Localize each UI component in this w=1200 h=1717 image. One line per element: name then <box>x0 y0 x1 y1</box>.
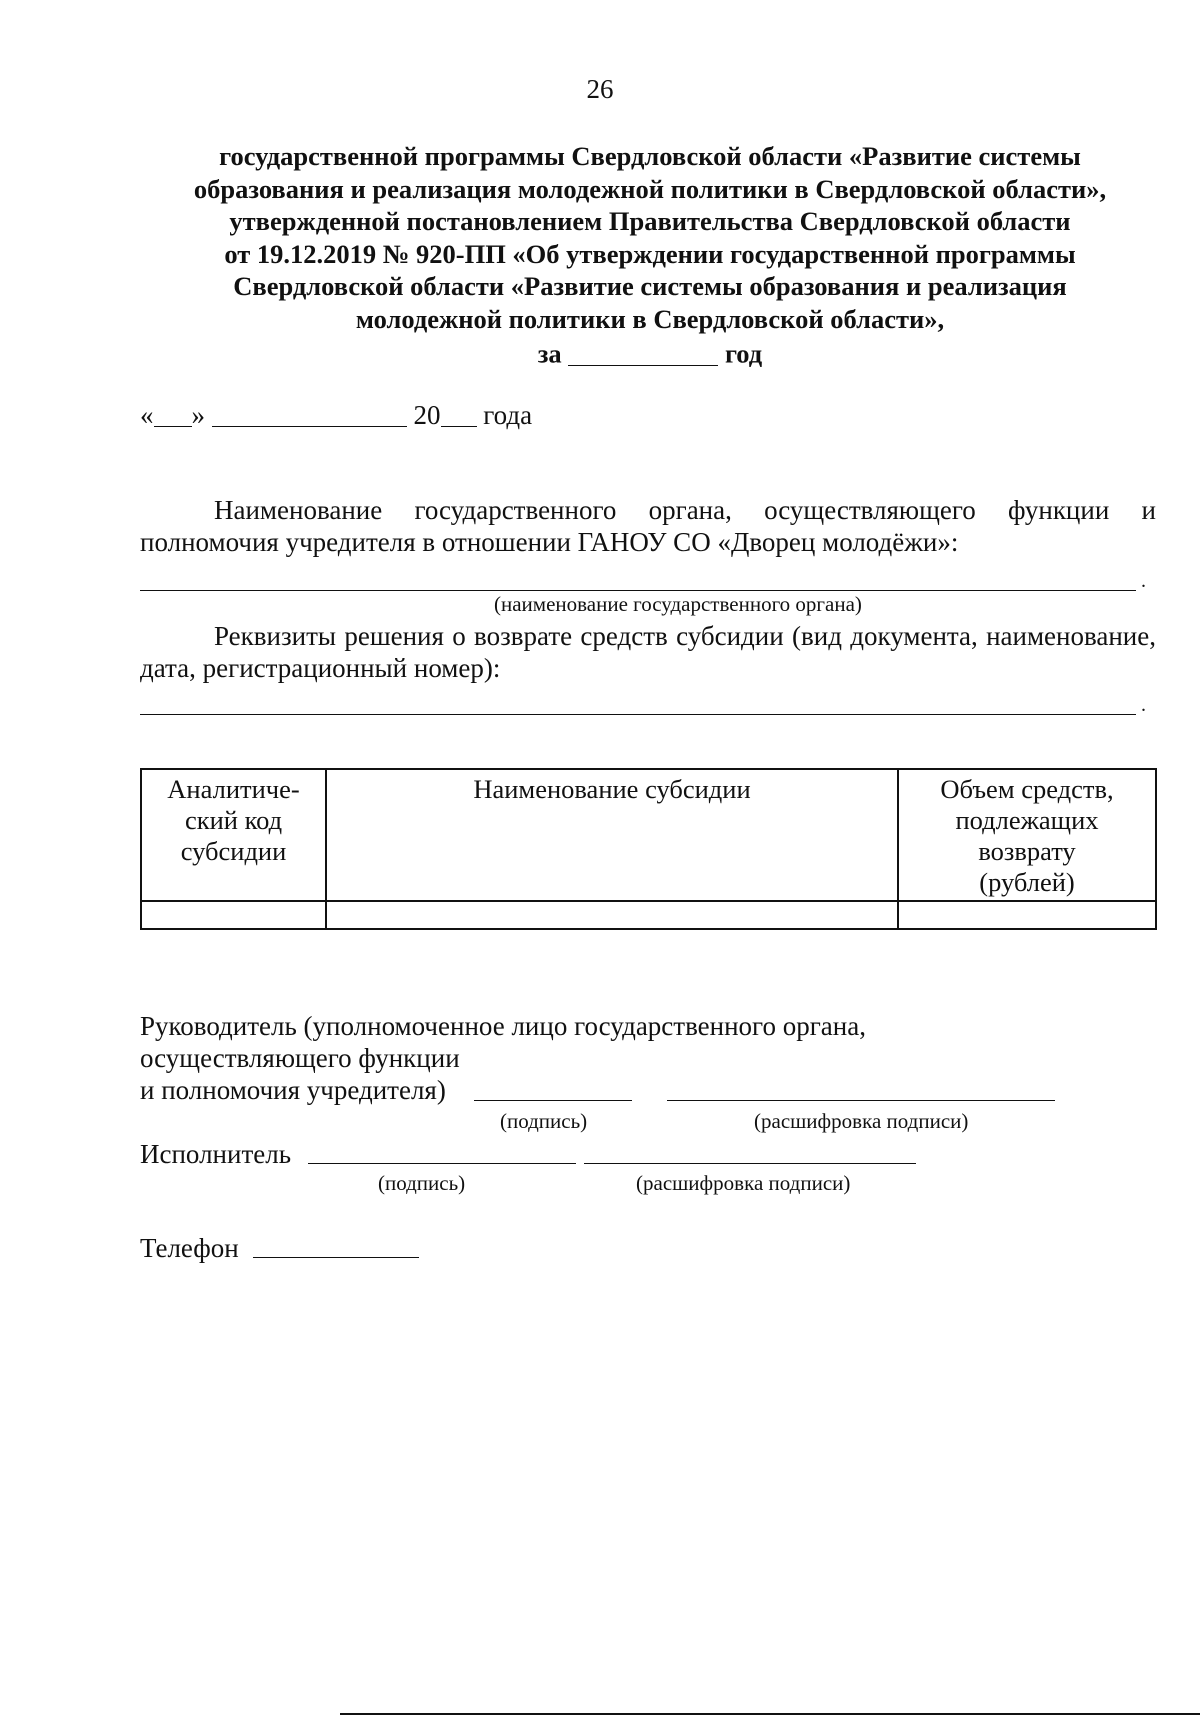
table-cell[interactable] <box>326 901 898 929</box>
title-line: государственной программы Свердловской области «Развитие системы <box>219 141 1081 171</box>
organ-end-mark: . <box>1141 570 1146 592</box>
executor-decode-line[interactable] <box>584 1163 916 1164</box>
table-cell[interactable] <box>898 901 1156 929</box>
month-blank-field[interactable] <box>212 399 407 427</box>
head-label-line: осуществляющего функции <box>140 1043 460 1073</box>
head-sign-caption: (подпись) <box>500 1109 588 1133</box>
year-prefix: за <box>537 338 562 369</box>
close-quote: » <box>191 400 205 430</box>
scan-edge-line <box>340 1713 1200 1715</box>
table-header-row <box>141 769 1156 901</box>
century-text: 20 <box>413 400 441 430</box>
title-line: образования и реализация молодежной политики в Свердловской области», <box>193 173 1107 204</box>
executor-sign-caption: (подпись) <box>378 1171 466 1195</box>
organ-paragraph: Наименование государственного органа, осуществляющего функции и полномочия учредителя в отношении ГАНОУ СО «Дворец молодёжи»: <box>140 495 1156 557</box>
decision-end-mark: . <box>1141 694 1146 716</box>
head-label-line: Руководитель (уполномоченное лицо государственного органа, <box>140 1011 866 1041</box>
executor-decode-caption: (расшифровка подписи) <box>636 1171 851 1195</box>
title-line: утвержденной постановлением Правительства Свердловской области <box>229 206 1071 236</box>
head-signature-line[interactable] <box>474 1100 632 1101</box>
head-label-line: и полномочия учредителя) <box>140 1075 446 1105</box>
decision-fill-line[interactable] <box>140 714 1136 715</box>
title-year-line <box>130 335 1170 370</box>
organ-fill-line[interactable] <box>140 590 1136 591</box>
phone-field-line[interactable] <box>253 1257 419 1258</box>
document-title <box>130 140 1170 370</box>
head-decode-caption: (расшифровка подписи) <box>754 1109 969 1133</box>
header-return-amount: Объем средств, подлежащих возврату (рублей) <box>898 769 1156 901</box>
year-blank-field[interactable] <box>568 338 718 366</box>
executor-label: Исполнитель <box>140 1139 292 1169</box>
open-quote: « <box>140 400 154 430</box>
header-analytic-code: Аналитиче- ский код субсидии <box>141 769 326 901</box>
table-cell[interactable] <box>141 901 326 929</box>
title-line: молодежной политики в Свердловской области», <box>355 303 945 334</box>
title-line: Свердловской области «Развитие системы образования и реализация <box>233 271 1067 301</box>
date-suffix: года <box>483 400 533 430</box>
page-number: 26 <box>586 74 614 104</box>
executor-signature-line[interactable] <box>308 1163 576 1164</box>
head-decode-line[interactable] <box>667 1100 1055 1101</box>
day-blank-field[interactable] <box>154 399 192 427</box>
phone-label: Телефон <box>140 1233 239 1263</box>
header-subsidy-name: Наименование субсидии <box>326 769 898 901</box>
decision-paragraph: Реквизиты решения о возврате средств субсидии (вид документа, наименование, дата, регистрационный номер): <box>140 621 1156 683</box>
year-suffix: год <box>724 338 763 369</box>
year-digits-blank-field[interactable] <box>441 399 477 427</box>
title-line: от 19.12.2019 № 920-ПП «Об утверждении государственной программы <box>224 238 1076 269</box>
date-line <box>140 396 532 431</box>
organ-caption: (наименование государственного органа) <box>494 592 862 616</box>
table-row <box>141 901 1156 929</box>
subsidy-table <box>140 768 1157 930</box>
